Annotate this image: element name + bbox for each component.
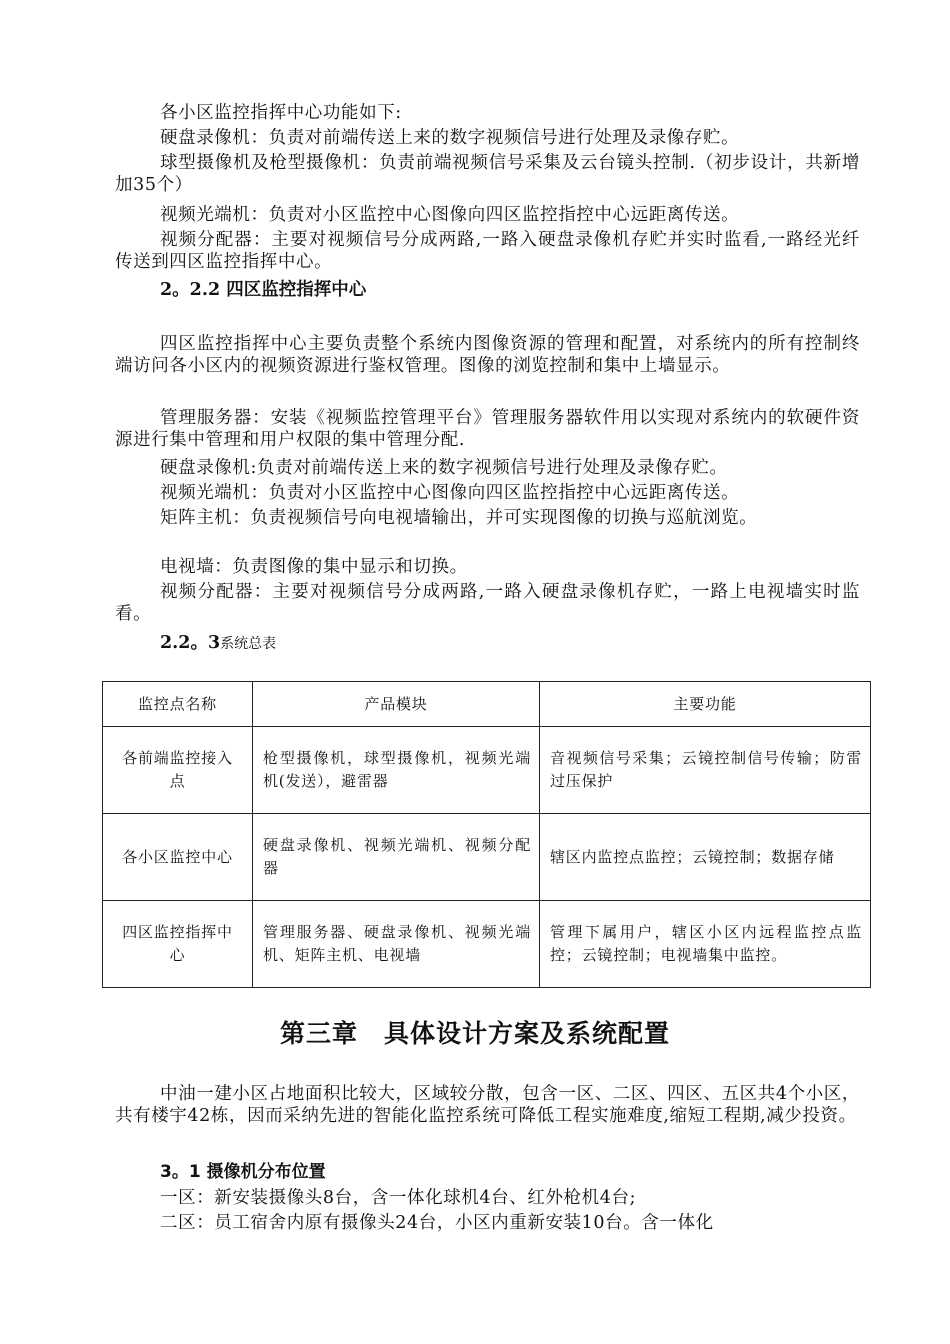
camera-description: 球型摄像机及枪型摄像机：负责前端视频信号采集及云台镜头控制.（初步设计，共新增加35个） xyxy=(115,153,860,196)
video-distributor-description: 视频分配器：主要对视频信号分成两路,一路入硬盘录像机存贮并实时监看,一路经光纤传送到四区监控指挥中心。 xyxy=(115,230,860,273)
chapter-intro: 中油一建小区占地面积比较大，区域较分散，包含一区、二区、四区、五区共4个小区，共有楼宇42栋，因而采纳先进的智能化监控系统可降低工程实施难度,缩短工程期,减少投资。 xyxy=(115,1084,860,1127)
nvr-description: 硬盘录像机：负责对前端传送上来的数字视频信号进行处理及录像存贮。 xyxy=(160,128,740,148)
command-center-overview: 四区监控指挥中心主要负责整个系统内图像资源的管理和配置，对系统内的所有控制终端访问各小区内的视频资源进行鉴权管理。图像的浏览控制和集中上墙显示。 xyxy=(115,334,860,377)
product-module-cell: 管理服务器、硬盘录像机、视频光端机、矩阵主机、电视墙 xyxy=(253,901,540,988)
system-summary-table xyxy=(102,681,871,988)
product-module-cell: 枪型摄像机，球型摄像机，视频光端机(发送），避雷器 xyxy=(253,727,540,814)
monitoring-point-cell: 各小区监控中心 xyxy=(103,814,253,901)
video-distributor-description-2: 视频分配器：主要对视频信号分成两路,一路入硬盘录像机存贮，一路上电视墙实时监看。 xyxy=(115,582,860,625)
main-function-cell: 管理下属用户，辖区小区内远程监控点监控；云镜控制；电视墙集中监控。 xyxy=(540,901,871,988)
table-header-row xyxy=(103,682,871,727)
product-module-cell: 硬盘录像机、视频光端机、视频分配器 xyxy=(253,814,540,901)
table-row xyxy=(103,901,871,988)
table-row xyxy=(103,727,871,814)
section-title: 系统总表 xyxy=(220,636,277,652)
matrix-host-description: 矩阵主机：负责视频信号向电视墙输出，并可实现图像的切换与巡航浏览。 xyxy=(160,508,758,528)
management-server-description: 管理服务器：安装《视频监控管理平台》管理服务器软件用以实现对系统内的软硬件资源进行集中管理和用户权限的集中管理分配. xyxy=(115,408,860,451)
optical-transceiver-description-2: 视频光端机：负责对小区监控中心图像向四区监控指控中心远距离传送。 xyxy=(160,483,740,503)
section-heading-3-1: 3。1 摄像机分布位置 xyxy=(160,1162,326,1182)
zone1-description: 一区：新安装摄像头8台，含一体化球机4台、红外枪机4台; xyxy=(160,1188,637,1208)
column-header: 产品模块 xyxy=(253,682,540,727)
centers-intro: 各小区监控指挥中心功能如下: xyxy=(160,103,402,123)
monitoring-point-cell: 各前端监控接入点 xyxy=(103,727,253,814)
main-function-cell: 辖区内监控点监控；云镜控制；数据存储 xyxy=(540,814,871,901)
section-number: 2.2。3 xyxy=(160,633,221,653)
monitoring-point-cell: 四区监控指挥中心 xyxy=(103,901,253,988)
optical-transceiver-description: 视频光端机：负责对小区监控中心图像向四区监控指控中心远距离传送。 xyxy=(160,205,740,225)
main-function-cell: 音视频信号采集；云镜控制信号传输；防雷过压保护 xyxy=(540,727,871,814)
column-header: 监控点名称 xyxy=(103,682,253,727)
column-header: 主要功能 xyxy=(540,682,871,727)
chapter-title: 第三章 具体设计方案及系统配置 xyxy=(279,1019,670,1048)
section-heading-2-2-3 xyxy=(160,632,276,655)
table-row xyxy=(103,814,871,901)
zone2-description: 二区：员工宿舍内原有摄像头24台，小区内重新安装10台。含一体化 xyxy=(160,1213,714,1233)
nvr-description-2: 硬盘录像机:负责对前端传送上来的数字视频信号进行处理及录像存贮。 xyxy=(160,458,728,478)
section-heading-2-2-2: 2。2.2 四区监控指挥中心 xyxy=(160,280,367,300)
tv-wall-description: 电视墙：负责图像的集中显示和切换。 xyxy=(160,557,468,577)
